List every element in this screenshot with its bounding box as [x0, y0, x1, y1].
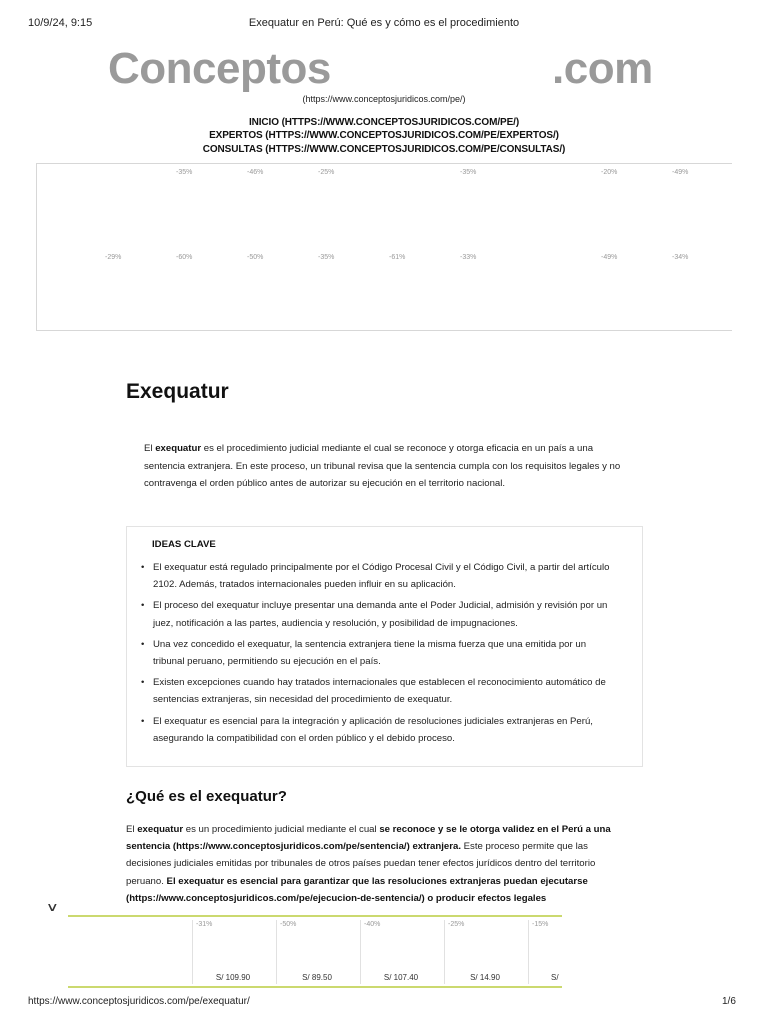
site-logo-left[interactable]: Conceptos — [108, 44, 331, 93]
intro-text: El — [144, 443, 156, 454]
intro-paragraph — [144, 440, 624, 493]
discount-badge: -15% — [532, 921, 549, 928]
print-page-title: Exequatur en Perú: Qué es y cómo es el procedimiento — [248, 17, 520, 29]
discount-badge: -40% — [364, 921, 381, 928]
product-price: S/ 14.90 — [470, 973, 500, 982]
discount-badge: -46% — [247, 169, 264, 176]
product-card[interactable] — [192, 920, 273, 984]
promo-banner[interactable] — [36, 163, 732, 331]
discount-badge: -49% — [672, 169, 689, 176]
section-heading: ¿Qué es el exequatur? — [126, 788, 287, 805]
discount-badge: -50% — [247, 254, 264, 261]
discount-badge: -25% — [318, 169, 335, 176]
nav-inicio[interactable]: INICIO (HTTPS://WWW.CONCEPTOSJURIDICOS.COM/PE/) — [248, 117, 520, 128]
list-item: • Una vez concedido el exequatur, la sentencia extranjera tiene la misma fuerza que una emitida por un tribunal peruano, permitiendo su ejecución en el país. — [140, 636, 618, 670]
discount-badge: -29% — [105, 254, 122, 261]
discount-badge: -34% — [672, 254, 689, 261]
site-logo-right[interactable]: .com — [552, 44, 653, 93]
print-page-number: 1/6 — [722, 996, 736, 1007]
list-item: • Existen excepciones cuando hay tratados internacionales que establecen el reconocimiento automático de sentencias extranjeras, sin necesidad del procedimiento de exequatur. — [140, 674, 618, 708]
para-bold-term: exequatur — [137, 824, 184, 835]
product-price: S/ 109.90 — [215, 973, 251, 982]
discount-badge: -61% — [389, 254, 406, 261]
product-price: S/ — [551, 973, 559, 982]
para-text: Este proceso permite que las decisiones judiciales emitidas por tribunales de otros países puedan tener efectos jurídicos dentro del territorio peruano. — [126, 841, 596, 887]
product-card[interactable] — [360, 920, 441, 984]
section-paragraph — [126, 821, 634, 917]
chevron-down-icon[interactable]: ∨ — [45, 900, 59, 914]
intro-text: es el procedimiento judicial mediante el cual se reconoce y otorga eficacia en un país a una sentencia extranjera. En este proceso, un tribunal revisa que la sentencia cumpla con los requisitos legales y no contravenga el orden público antes de autorizar su ejecución en el territorio nacional. — [144, 443, 621, 489]
nav-consultas[interactable]: CONSULTAS (HTTPS://WWW.CONCEPTOSJURIDICOS.COM/PE/CONSULTAS/) — [202, 144, 566, 155]
list-item: • El exequatur está regulado principalmente por el Código Procesal Civil y el Código Civil, a partir del artículo 2102. Además, tratados internacionales pueden influir en su aplicación. — [140, 559, 618, 593]
discount-badge: -35% — [460, 169, 477, 176]
discount-badge: -35% — [318, 254, 335, 261]
ejecucion-link[interactable]: El exequatur es esencial para garantizar que las resoluciones extranjeras puedan ejecutarse (https://www.conceptosjuridicos.com/pe/ejecucion-de-sentencia/) o producir efectos legales — [126, 875, 588, 904]
discount-badge: -60% — [176, 254, 193, 261]
logo-url: (https://www.conceptosjuridicos.com/pe/) — [302, 94, 466, 104]
product-price: S/ 107.40 — [383, 973, 419, 982]
list-item: • El proceso del exequatur incluye presentar una demanda ante el Poder Judicial, admisión y revisión por un juez, notificación a las partes, audiencia y resolución, y posibilidad de impugnaciones. — [140, 597, 618, 631]
print-date: 10/9/24, 9:15 — [28, 17, 93, 29]
bar-bottom-border — [68, 986, 562, 988]
product-card[interactable] — [276, 920, 357, 984]
discount-badge: -50% — [280, 921, 297, 928]
discount-badge: -31% — [196, 921, 213, 928]
list-item: • El exequatur es esencial para la integración y aplicación de resoluciones judiciales extranjeras en Perú, asegurando la compatibilidad con el orden público y el debido proceso. — [140, 713, 618, 747]
print-footer-url: https://www.conceptosjuridicos.com/pe/exequatur/ — [28, 996, 250, 1007]
bar-top-border — [68, 915, 562, 917]
product-price: S/ 89.50 — [302, 973, 332, 982]
product-card[interactable] — [528, 920, 563, 984]
discount-badge: -20% — [601, 169, 618, 176]
key-ideas-title: IDEAS CLAVE — [152, 539, 216, 550]
nav-expertos[interactable]: EXPERTOS (HTTPS://WWW.CONCEPTOSJURIDICOS.COM/PE/EXPERTOS/) — [209, 130, 559, 141]
discount-badge: -33% — [460, 254, 477, 261]
para-text: El — [126, 824, 138, 835]
product-card[interactable] — [444, 920, 525, 984]
intro-bold-term: exequatur — [155, 443, 202, 454]
sentencia-link[interactable]: se reconoce y se le otorga validez en el Perú a una sentencia (https://www.conceptosjuridicos.com/pe/sentencia/) extranjera. — [126, 824, 611, 853]
discount-badge: -35% — [176, 169, 193, 176]
discount-badge: -49% — [601, 254, 618, 261]
product-carousel-bar[interactable] — [68, 915, 732, 988]
key-ideas-list — [140, 559, 618, 751]
discount-badge: -25% — [448, 921, 465, 928]
para-text: es un procedimiento judicial mediante el cual — [183, 824, 380, 835]
article-title: Exequatur — [126, 380, 229, 403]
